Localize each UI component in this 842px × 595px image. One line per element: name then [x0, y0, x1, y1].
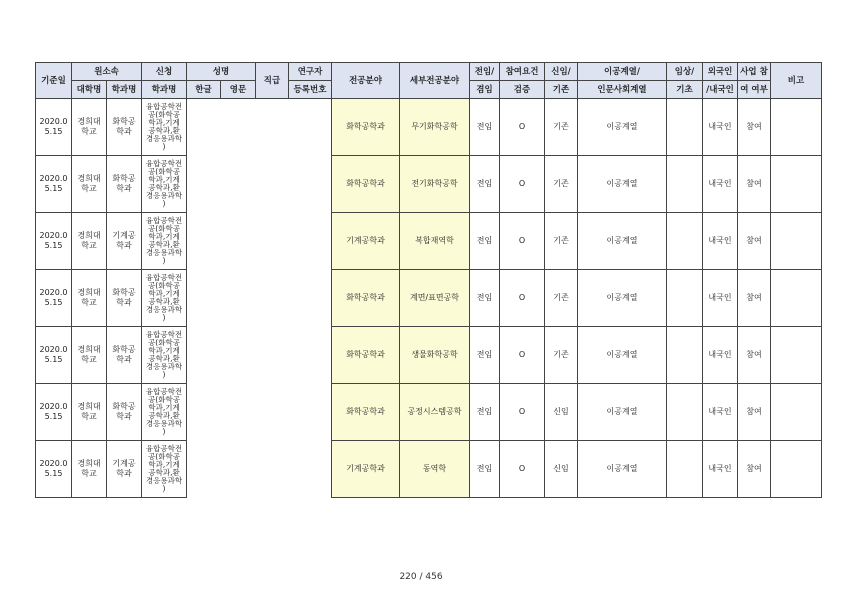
cell-name-kor: [187, 441, 221, 498]
cell-sub-major: 전기화학공학: [400, 156, 470, 213]
cell-sub-major: 동역학: [400, 441, 470, 498]
cell-date: 2020.0 5.15: [36, 99, 72, 156]
cell-name-eng: [221, 213, 256, 270]
header-field-a: 이공계열/: [578, 63, 667, 81]
cell-new: 기존: [545, 213, 578, 270]
cell-remark: [771, 99, 822, 156]
cell-field: 이공계열: [578, 270, 667, 327]
cell-clinic: [667, 384, 703, 441]
cell-foreign: 내국인: [703, 213, 738, 270]
cell-name-eng: [221, 384, 256, 441]
cell-field: 이공계열: [578, 384, 667, 441]
cell-major: 화학공학과: [332, 270, 400, 327]
cell-name-kor: [187, 213, 221, 270]
cell-dept: 화학공 학과: [107, 327, 142, 384]
cell-reg-no: [289, 327, 332, 384]
cell-name-eng: [221, 270, 256, 327]
cell-dept: 화학공 학과: [107, 270, 142, 327]
cell-new: 신임: [545, 441, 578, 498]
cell-biz: 참여: [738, 384, 771, 441]
cell-req: O: [500, 441, 545, 498]
cell-major: 화학공학과: [332, 327, 400, 384]
cell-fulltime: 전임: [470, 156, 500, 213]
header-foreign-a: 외국인: [703, 63, 738, 81]
cell-position: [256, 99, 289, 156]
table-row: [36, 441, 822, 498]
cell-clinic: [667, 213, 703, 270]
cell-name-kor: [187, 99, 221, 156]
cell-univ: 경희대 학교: [72, 99, 107, 156]
cell-clinic: [667, 270, 703, 327]
header-req-a: 참여요건: [500, 63, 545, 81]
header-name: 성명: [187, 63, 256, 81]
cell-position: [256, 213, 289, 270]
cell-new: 기존: [545, 327, 578, 384]
header-fulltime-b: 겸임: [470, 81, 500, 99]
cell-dept: 화학공 학과: [107, 384, 142, 441]
cell-date: 2020.0 5.15: [36, 327, 72, 384]
cell-name-kor: [187, 327, 221, 384]
header-univ: 대학명: [72, 81, 107, 99]
header-reg-no: 등록번호: [289, 81, 332, 99]
cell-fulltime: 전임: [470, 270, 500, 327]
table-row: [36, 270, 822, 327]
cell-biz: 참여: [738, 441, 771, 498]
header-ref-date: 기준일: [36, 63, 72, 99]
cell-foreign: 내국인: [703, 327, 738, 384]
header-field-b: 인문사회계열: [578, 81, 667, 99]
cell-name-eng: [221, 441, 256, 498]
cell-clinic: [667, 156, 703, 213]
cell-name-eng: [221, 99, 256, 156]
header-name-kor: 한글: [187, 81, 221, 99]
cell-reg-no: [289, 156, 332, 213]
cell-fulltime: 전임: [470, 384, 500, 441]
header-biz-a: 사업 참: [738, 63, 771, 81]
cell-remark: [771, 270, 822, 327]
cell-new: 기존: [545, 270, 578, 327]
cell-fulltime: 전임: [470, 327, 500, 384]
cell-sub-major: 복합재역학: [400, 213, 470, 270]
header-researcher: 연구자: [289, 63, 332, 81]
table-row: [36, 156, 822, 213]
header-position: 직급: [256, 63, 289, 99]
cell-fulltime: 전임: [470, 441, 500, 498]
cell-name-eng: [221, 327, 256, 384]
cell-fulltime: 전임: [470, 213, 500, 270]
header-name-eng: 영문: [221, 81, 256, 99]
page-number: 220 / 456: [399, 572, 443, 582]
cell-major: 화학공학과: [332, 156, 400, 213]
cell-sub-major: 공정시스템공학: [400, 384, 470, 441]
cell-univ: 경희대 학교: [72, 384, 107, 441]
cell-reg-no: [289, 384, 332, 441]
cell-clinic: [667, 99, 703, 156]
header-apply-dept: 학과명: [142, 81, 187, 99]
cell-req: O: [500, 213, 545, 270]
cell-date: 2020.0 5.15: [36, 213, 72, 270]
cell-remark: [771, 213, 822, 270]
cell-name-eng: [221, 156, 256, 213]
header-foreign-b: /내국인: [703, 81, 738, 99]
cell-req: O: [500, 156, 545, 213]
cell-req: O: [500, 99, 545, 156]
cell-reg-no: [289, 270, 332, 327]
cell-req: O: [500, 384, 545, 441]
header-clinic-a: 임상/: [667, 63, 703, 81]
cell-reg-no: [289, 441, 332, 498]
cell-dept: 화학공 학과: [107, 99, 142, 156]
cell-position: [256, 327, 289, 384]
faculty-table: [35, 62, 822, 498]
header-new-a: 신임/: [545, 63, 578, 81]
cell-foreign: 내국인: [703, 270, 738, 327]
cell-req: O: [500, 327, 545, 384]
cell-date: 2020.0 5.15: [36, 156, 72, 213]
cell-fulltime: 전임: [470, 99, 500, 156]
cell-apply-dept: 융합공학전 공(화학공 학과,기계 공학과,환 경응용과학 ): [142, 156, 187, 213]
cell-univ: 경희대 학교: [72, 156, 107, 213]
cell-name-kor: [187, 270, 221, 327]
cell-major: 기계공학과: [332, 441, 400, 498]
cell-clinic: [667, 441, 703, 498]
cell-major: 화학공학과: [332, 99, 400, 156]
cell-univ: 경희대 학교: [72, 270, 107, 327]
cell-clinic: [667, 327, 703, 384]
cell-field: 이공계열: [578, 441, 667, 498]
cell-sub-major: 생물화학공학: [400, 327, 470, 384]
cell-remark: [771, 156, 822, 213]
header-major: 전공분야: [332, 63, 400, 99]
cell-name-kor: [187, 384, 221, 441]
cell-reg-no: [289, 99, 332, 156]
cell-field: 이공계열: [578, 327, 667, 384]
cell-apply-dept: 융합공학전 공(화학공 학과,기계 공학과,환 경응용과학 ): [142, 384, 187, 441]
header-clinic-b: 기초: [667, 81, 703, 99]
cell-apply-dept: 융합공학전 공(화학공 학과,기계 공학과,환 경응용과학 ): [142, 213, 187, 270]
cell-position: [256, 270, 289, 327]
cell-univ: 경희대 학교: [72, 327, 107, 384]
cell-req: O: [500, 270, 545, 327]
cell-foreign: 내국인: [703, 441, 738, 498]
cell-biz: 참여: [738, 99, 771, 156]
cell-dept: 기계공 학과: [107, 213, 142, 270]
cell-name-kor: [187, 156, 221, 213]
cell-reg-no: [289, 213, 332, 270]
cell-foreign: 내국인: [703, 384, 738, 441]
header-req-b: 검증: [500, 81, 545, 99]
cell-univ: 경희대 학교: [72, 441, 107, 498]
cell-foreign: 내국인: [703, 156, 738, 213]
table-row: [36, 99, 822, 156]
cell-apply-dept: 융합공학전 공(화학공 학과,기계 공학과,환 경응용과학 ): [142, 99, 187, 156]
header-dept: 학과명: [107, 81, 142, 99]
cell-major: 화학공학과: [332, 384, 400, 441]
cell-field: 이공계열: [578, 99, 667, 156]
cell-foreign: 내국인: [703, 99, 738, 156]
cell-remark: [771, 441, 822, 498]
cell-position: [256, 156, 289, 213]
header-new-b: 기존: [545, 81, 578, 99]
cell-date: 2020.0 5.15: [36, 270, 72, 327]
header-affiliation: 원소속: [72, 63, 142, 81]
header-biz-b: 여 여부: [738, 81, 771, 99]
table-row: [36, 384, 822, 441]
cell-date: 2020.0 5.15: [36, 441, 72, 498]
cell-biz: 참여: [738, 213, 771, 270]
cell-position: [256, 384, 289, 441]
header-apply: 신청: [142, 63, 187, 81]
cell-sub-major: 계면/표면공학: [400, 270, 470, 327]
cell-new: 기존: [545, 156, 578, 213]
header-sub-major: 세부전공분야: [400, 63, 470, 99]
cell-date: 2020.0 5.15: [36, 384, 72, 441]
header-remark: 비고: [771, 63, 822, 99]
cell-sub-major: 무기화학공학: [400, 99, 470, 156]
cell-new: 신임: [545, 384, 578, 441]
cell-field: 이공계열: [578, 213, 667, 270]
cell-dept: 기계공 학과: [107, 441, 142, 498]
cell-apply-dept: 융합공학전 공(화학공 학과,기계 공학과,환 경응용과학 ): [142, 270, 187, 327]
cell-apply-dept: 융합공학전 공(화학공 학과,기계 공학과,환 경응용과학 ): [142, 441, 187, 498]
header-fulltime-a: 전임/: [470, 63, 500, 81]
cell-remark: [771, 384, 822, 441]
cell-field: 이공계열: [578, 156, 667, 213]
cell-biz: 참여: [738, 270, 771, 327]
cell-major: 기계공학과: [332, 213, 400, 270]
cell-biz: 참여: [738, 156, 771, 213]
cell-apply-dept: 융합공학전 공(화학공 학과,기계 공학과,환 경응용과학 ): [142, 327, 187, 384]
table-row: [36, 213, 822, 270]
cell-univ: 경희대 학교: [72, 213, 107, 270]
table-row: [36, 327, 822, 384]
cell-position: [256, 441, 289, 498]
cell-remark: [771, 327, 822, 384]
cell-dept: 화학공 학과: [107, 156, 142, 213]
cell-new: 기존: [545, 99, 578, 156]
cell-biz: 참여: [738, 327, 771, 384]
